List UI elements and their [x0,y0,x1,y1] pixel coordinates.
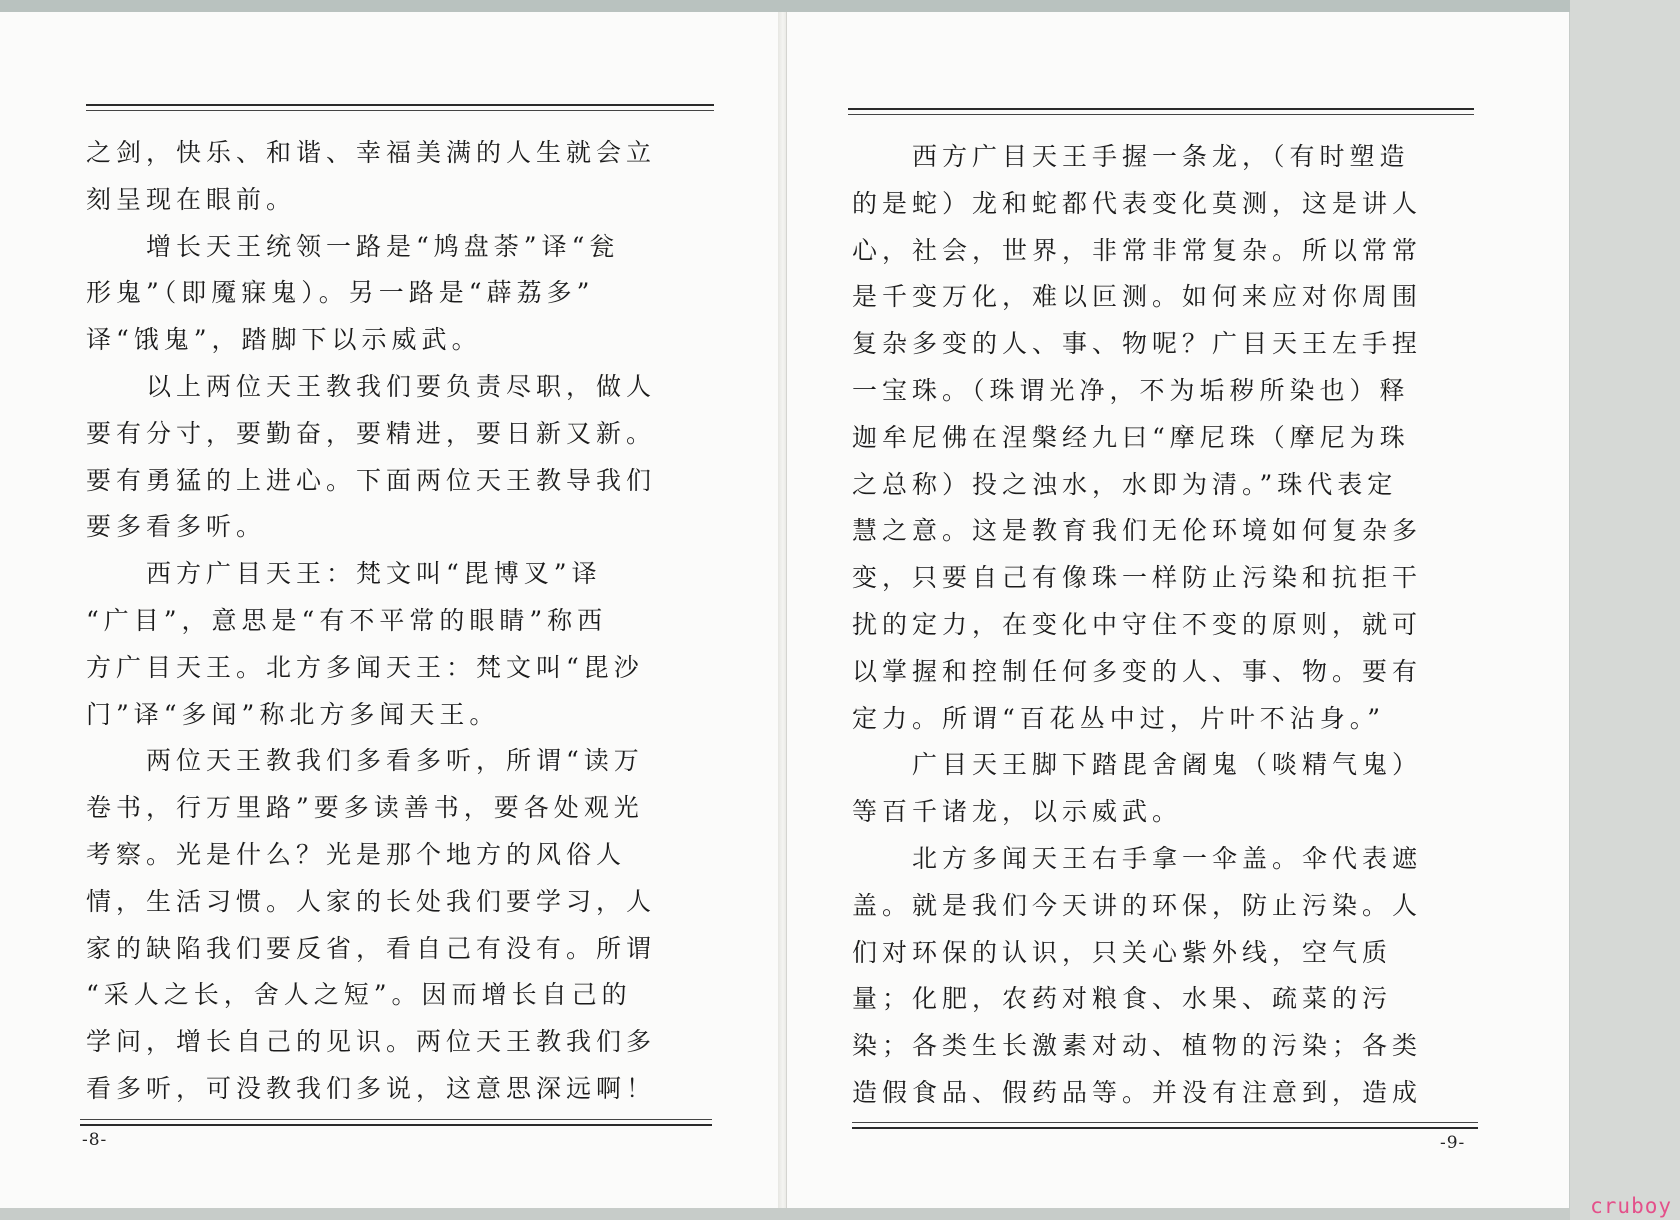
text-line: 西方广目天王手握一条龙，（有时塑造 [852,142,1410,171]
text-line: “广目”，意思是“有不平常的眼睛”称西 [86,605,608,635]
text-line: 迦牟尼佛在涅槃经九曰“摩尼珠（摩尼为珠 [852,422,1410,452]
left-page-number: -8- [82,1130,108,1150]
text-line: 的是蛇）龙和蛇都代表变化莫测，这是讲人 [852,188,1423,218]
right-footer-rule-thin [852,1122,1478,1123]
text-line: 复杂多变的人、事、物呢？广目天王左手捏 [852,329,1423,359]
text-line: 染；各类生长激素对动、植物的污染；各类 [852,1031,1423,1061]
text-line: 之剑，快乐、和谐、幸福美满的人生就会立 [86,138,657,167]
left-header-rule [86,104,714,106]
text-line: 情，生活习惯。人家的长处我们要学习，人 [86,886,657,916]
scan-background-right [1570,0,1680,1220]
text-line: 家的缺陷我们要反省，看自己有没有。所谓 [86,933,657,963]
text-line: 造假食品、假药品等。并没有注意到，造成 [852,1077,1423,1107]
text-line: 心，社会，世界，非常非常复杂。所以常常 [852,235,1423,265]
text-line: 要有分寸，要勤奋，要精进，要日新又新。 [86,418,657,448]
text-line: 量；化肥，农药对粮食、水果、疏菜的污 [852,984,1393,1014]
text-line: 看多听，可没教我们多说，这意思深远啊！ [86,1073,657,1103]
text-line: 广目天王脚下踏毘舍阇鬼（啖精气鬼） [852,750,1423,780]
text-line: 扰的定力，在变化中守住不变的原则，就可 [852,609,1423,639]
text-line: 们对环保的认识，只关心紫外线，空气质 [852,937,1393,967]
right-footer-rule [852,1127,1478,1129]
left-body-text [86,130,726,1113]
text-line: 形鬼”（即魇寐鬼）。另一路是“薜荔多” [86,278,595,308]
text-line: 要有勇猛的上进心。下面两位天王教导我们 [86,465,657,495]
text-line: 刻呈现在眼前。 [86,184,297,214]
text-line: 之总称）投之浊水，水即为清。”珠代表定 [852,469,1398,499]
text-line: 方广目天王。北方多闻天王：梵文叫“毘沙 [86,652,644,682]
right-body-text [852,134,1492,1117]
text-line: 等百千诸龙，以示威武。 [852,797,1183,827]
text-line: 以掌握和控制任何多变的人、事、物。要有 [852,656,1423,686]
left-footer-rule-thin [80,1119,712,1120]
right-header-rule [848,108,1474,110]
text-line: 要多看多听。 [86,512,267,542]
text-line: 变，只要自己有像珠一样防止污染和抗拒干 [852,563,1423,593]
left-header-rule-thin [86,110,714,111]
text-line: 学问，增长自己的见识。两位天王教我们多 [86,1027,657,1057]
right-page-number: -9- [1440,1133,1466,1153]
right-header-rule-thin [848,114,1474,115]
text-line: 一宝珠。（珠谓光净，不为垢秽所染也）释 [852,375,1410,405]
text-line: 定力。所谓“百花丛中过，片叶不沾身。” [852,703,1386,733]
text-line: 北方多闻天王右手拿一伞盖。伞代表遮 [852,843,1423,873]
text-line: 是千变万化，难以叵测。如何来应对你周围 [852,282,1423,312]
watermark-text: cruboy [1590,1194,1672,1218]
text-line: 考察。光是什么？光是那个地方的风俗人 [86,839,627,869]
text-line: 两位天王教我们多看多听，所谓“读万 [86,746,644,776]
text-line: 门”译“多闻”称北方多闻天王。 [86,699,500,729]
text-line: 盖。就是我们今天讲的环保，防止污染。人 [852,890,1423,920]
text-line: 以上两位天王教我们要负责尽职，做人 [86,371,657,401]
text-line: 慧之意。这是教育我们无伦环境如何复杂多 [852,516,1423,546]
text-line: “采人之长，舍人之短”。因而增长自己的 [86,980,632,1010]
text-line: 译“饿鬼”，踏脚下以示威武。 [86,325,482,355]
text-line: 西方广目天王：梵文叫“毘博叉”译 [86,559,602,589]
text-line: 卷书，行万里路”要多读善书，要各处观光 [86,793,644,823]
text-line: 增长天王统领一路是“鸠盘荼”译“瓮 [86,231,620,261]
scan-background-top [0,0,1680,12]
left-footer-rule [80,1124,712,1126]
